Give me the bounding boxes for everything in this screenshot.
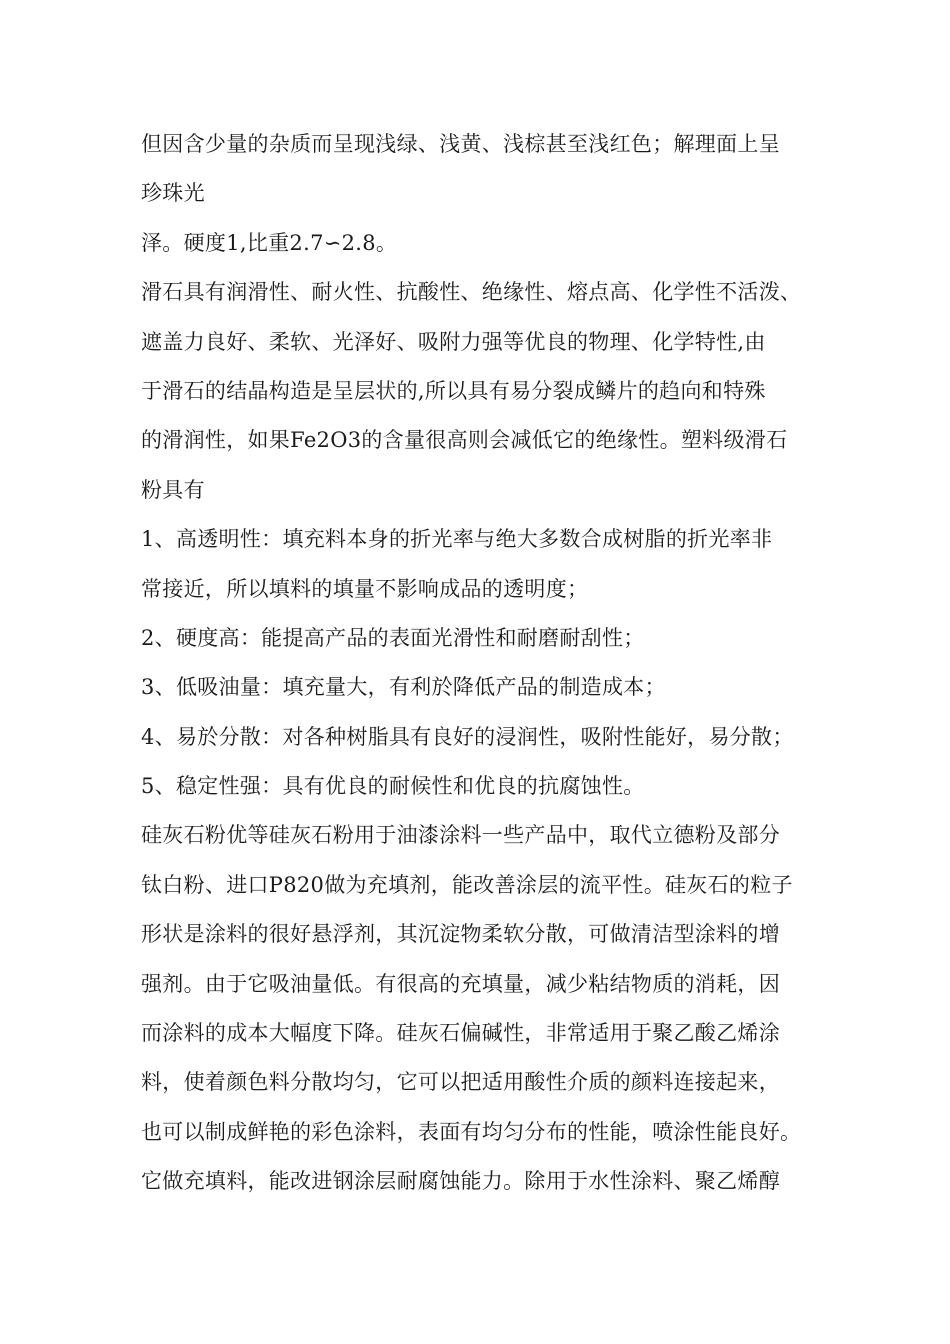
text-line: 钛白粉、进口P820做为充填剂，能改善涂层的流平性。硅灰石的粒子 (141, 872, 793, 897)
text-line: 遮盖力良好、柔软、光泽好、吸附力强等优良的物理、化学特性,由 (141, 329, 766, 354)
text-line: 泽。硬度1,比重2.7∽2.8。 (141, 230, 398, 255)
text-line: 的滑润性，如果Fe2O3的含量很高则会减低它的绝缘性。塑料级滑石 (141, 428, 788, 453)
text-line: 3、低吸油量：填充量大，有利於降低产品的制造成本； (141, 675, 666, 700)
text-line: 滑石具有润滑性、耐火性、抗酸性、绝缘性、熔点高、化学性不活泼、 (141, 280, 802, 305)
text-line: 料，使着颜色料分散均匀，它可以把适用酸性介质的颜料连接起来， (141, 1070, 780, 1095)
text-line: 形状是涂料的很好悬浮剂，其沉淀物柔软分散，可做清洁型涂料的增 (141, 922, 780, 947)
text-line: 5、稳定性强：具有优良的耐候性和优良的抗腐蚀性。 (141, 774, 645, 799)
text-line: 而涂料的成本大幅度下降。硅灰石偏碱性，非常适用于聚乙酸乙烯涂 (141, 1021, 780, 1046)
text-line: 珍珠光 (141, 181, 205, 206)
text-line: 硅灰石粉优等硅灰石粉用于油漆涂料一些产品中，取代立德粉及部分 (141, 823, 780, 848)
text-line: 它做充填料，能改进钢涂层耐腐蚀能力。除用于水性涂料、聚乙烯醇 (141, 1169, 780, 1194)
text-line: 1、高透明性：填充料本身的折光率与绝大多数合成树脂的折光率非 (141, 527, 773, 552)
text-line: 强剂。由于它吸油量低。有很高的充填量，减少粘结物质的消耗，因 (141, 971, 780, 996)
text-line: 也可以制成鲜艳的彩色涂料，表面有均匀分布的性能，喷涂性能良好。 (141, 1119, 802, 1144)
text-line: 4、易於分散：对各种树脂具有良好的浸润性，吸附性能好，易分散； (141, 724, 794, 749)
text-line: 常接近，所以填料的填量不影响成品的透明度； (141, 576, 589, 601)
text-line: 但因含少量的杂质而呈现浅绿、浅黄、浅棕甚至浅红色；解理面上呈 (141, 132, 780, 156)
text-line: 2、硬度高：能提高产品的表面光滑性和耐磨耐刮性； (141, 625, 645, 650)
text-line: 粉具有 (141, 477, 205, 502)
document-body (141, 126, 841, 1213)
text-line: 于滑石的结晶构造是呈层状的,所以具有易分裂成鳞片的趋向和特殊 (141, 378, 766, 403)
